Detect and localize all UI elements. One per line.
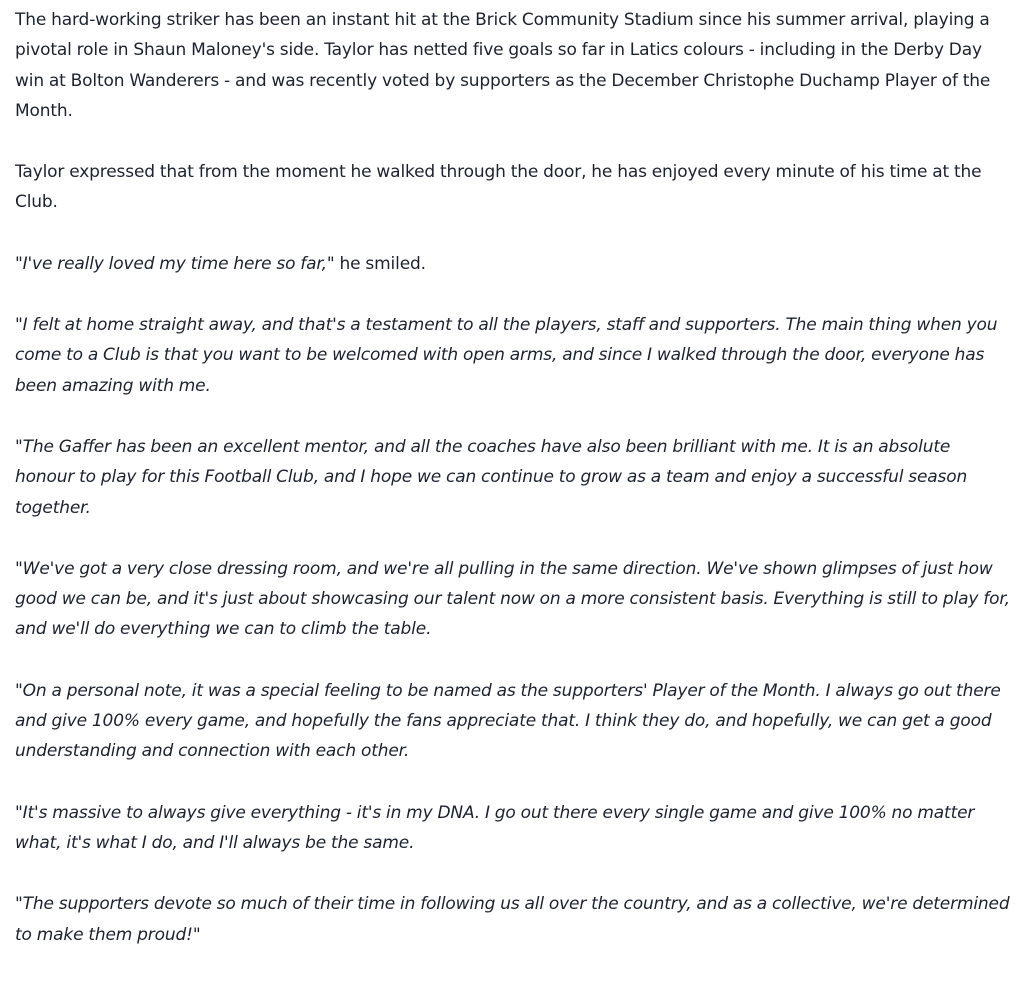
- article-paragraph-quote-1: [15, 249, 1010, 279]
- article-paragraph-quote-3: "The Gaffer has been an excellent mentor, and all the coaches have also been brilliant with me. It is an absolute honour to play for this Football Club, and I hope we can continue to grow as a team and enjoy a successful season together.: [15, 436, 968, 518]
- article-paragraph-quote-5: "On a personal note, it was a special feeling to be named as the supporters' Player of the Month. I always go out there and give 100% every game, and hopefully the fans appreciate that. I think they do, and hopefully, we can get a good understanding and connection with each other.: [15, 680, 1001, 762]
- article-paragraph-intro: The hard-working striker has been an instant hit at the Brick Community Stadium since his summer arrival, playing a pivotal role in Shaun Maloney's side. Taylor has netted five goals so far in Latics colours - including in the Derby Day win at Bolton Wanderers - and was recently voted by supporters as the December Christophe Duchamp Player of the Month.: [15, 10, 991, 121]
- article-paragraph-quote-7: "The supporters devote so much of their time in following us all over the country, and as a collective, we're determined to make them proud!": [15, 894, 1010, 945]
- quote-text: "I've really loved my time here so far,": [15, 253, 335, 274]
- article-paragraph-quote-4: "We've got a very close dressing room, and we're all pulling in the same direction. We've shown glimpses of just how good we can be, and it's just about showcasing our talent now on a more consistent basis. Everything is still to play for, and we'll do everything we can to climb the table.: [15, 558, 1010, 640]
- article-paragraph-summary: Taylor expressed that from the moment he walked through the door, he has enjoyed every minute of his time at the Club.: [15, 162, 982, 213]
- article-body: [15, 5, 1010, 981]
- article-paragraph-quote-6: "It's massive to always give everything - it's in my DNA. I go out there every single game and give 100% no matter what, it's what I do, and I'll always be the same.: [15, 802, 975, 853]
- article-paragraph-quote-2: "I felt at home straight away, and that's a testament to all the players, staff and supporters. The main thing when you come to a Club is that you want to be welcomed with open arms, and since I walked through the door, everyone has been amazing with me.: [15, 315, 998, 396]
- quote-attribution: he smiled.: [334, 253, 426, 274]
